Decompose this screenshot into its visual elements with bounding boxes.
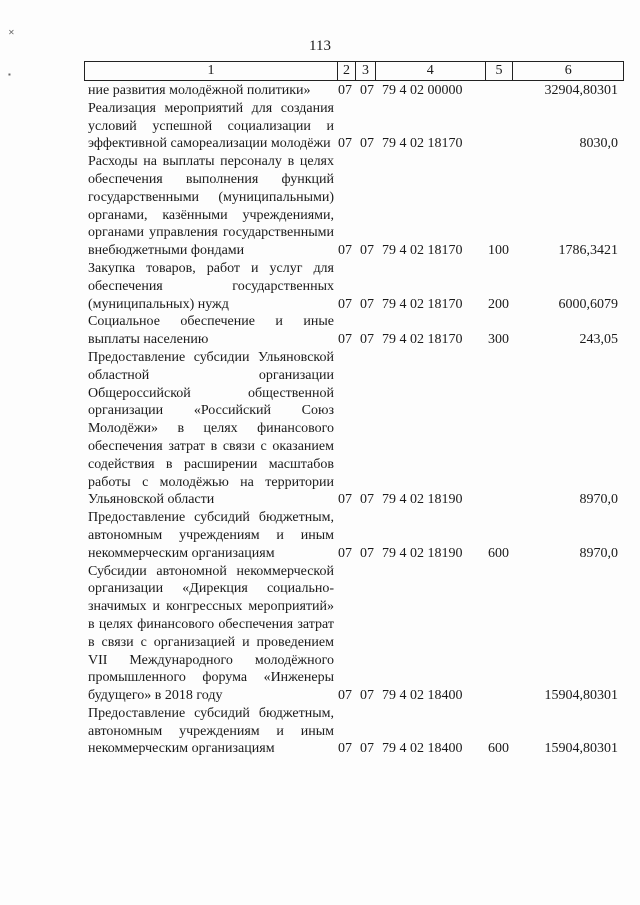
subsection-code: 07 bbox=[360, 545, 374, 561]
row-description: Субсидии автономной некоммерческой организации «Дирекция социально-значимых и конгрессных мероприятий» в целях финансового обеспечения затрат в связи с организацией и проведением VII Международного молодёжного промышленного форума «Инженеры будущего» в 2018 году bbox=[88, 563, 334, 704]
target-code: 79 4 02 18170 bbox=[382, 296, 463, 312]
column-header-1: 1 bbox=[85, 62, 338, 80]
expense-type-code: 600 bbox=[488, 741, 509, 757]
table-row bbox=[88, 313, 618, 349]
target-code: 79 4 02 18190 bbox=[382, 545, 463, 561]
row-description: Закупка товаров, работ и услуг для обеспечения государственных (муниципальных) нужд bbox=[88, 260, 334, 312]
table-row bbox=[88, 260, 618, 313]
row-amount: 15904,80301 bbox=[544, 688, 618, 704]
row-amount: 243,05 bbox=[579, 332, 618, 348]
column-header-6: 6 bbox=[564, 63, 572, 78]
row-amount: 6000,6079 bbox=[558, 296, 618, 312]
row-amount: 1786,3421 bbox=[558, 243, 618, 259]
target-code: 79 4 02 00000 bbox=[382, 83, 463, 98]
target-code: 79 4 02 18400 bbox=[382, 688, 463, 704]
section-code: 07 bbox=[338, 243, 352, 259]
table-row bbox=[88, 349, 618, 509]
page-number: 113 bbox=[309, 38, 331, 54]
row-amount: 8030,0 bbox=[579, 136, 618, 152]
subsection-code: 07 bbox=[360, 332, 374, 348]
section-code: 07 bbox=[338, 83, 352, 98]
section-code: 07 bbox=[338, 545, 352, 561]
row-amount: 8970,0 bbox=[579, 492, 618, 508]
subsection-code: 07 bbox=[360, 492, 374, 508]
table-header bbox=[84, 61, 624, 81]
table-row bbox=[88, 100, 618, 153]
column-header-5: 5 bbox=[486, 62, 514, 80]
table-row bbox=[88, 153, 618, 260]
column-header-4: 4 bbox=[376, 62, 486, 80]
subsection-code: 07 bbox=[360, 83, 374, 98]
section-code: 07 bbox=[338, 296, 352, 312]
row-description: Расходы на выплаты персоналу в целях обеспечения выполнения функций государственными (муниципальными) органами, казёнными учреждениями, органами управления государственными внебюджетными фондами bbox=[88, 154, 334, 259]
section-code: 07 bbox=[338, 492, 352, 508]
row-amount: 32904,80301 bbox=[544, 83, 618, 98]
section-code: 07 bbox=[338, 741, 352, 757]
column-header-3: 3 bbox=[356, 62, 376, 80]
target-code: 79 4 02 18400 bbox=[382, 741, 463, 757]
row-description: Предоставление субсидий бюджетным, автономным учреждениям и иным некоммерческим организациям bbox=[88, 510, 334, 561]
target-code: 79 4 02 18170 bbox=[382, 243, 463, 259]
expense-type-code bbox=[488, 135, 518, 153]
table-row bbox=[88, 705, 618, 758]
subsection-code: 07 bbox=[360, 688, 374, 704]
expense-type-code: 600 bbox=[488, 545, 509, 561]
expense-type-code: 300 bbox=[488, 332, 509, 348]
target-code: 79 4 02 18190 bbox=[382, 492, 463, 508]
table-row bbox=[88, 82, 618, 100]
row-description: Реализация мероприятий для создания условий успешной социализации и эффективной самореализации молодёжи bbox=[88, 100, 334, 152]
expense-type-code: 100 bbox=[488, 243, 509, 259]
subsection-code: 07 bbox=[360, 296, 374, 312]
table-row bbox=[88, 563, 618, 705]
section-code: 07 bbox=[338, 688, 352, 704]
expense-type-code bbox=[488, 687, 518, 705]
column-header-2: 2 bbox=[338, 62, 356, 80]
row-description: Социальное обеспечение и иные выплаты населению bbox=[88, 314, 334, 348]
row-description: ние развития молодёжной политики» bbox=[88, 83, 311, 98]
target-code: 79 4 02 18170 bbox=[382, 136, 463, 152]
target-code: 79 4 02 18170 bbox=[382, 332, 463, 348]
table-row bbox=[88, 509, 618, 562]
scan-mark: ▪ bbox=[8, 70, 11, 79]
row-description: Предоставление субсидии Ульяновской областной организации Общероссийской общественной организации «Российский Союз Молодёжи» в целях финансового обеспечения затрат в связи с оказанием содействия в расширении масштабов работы с молодёжью на территории Ульяновской области bbox=[88, 349, 334, 508]
subsection-code: 07 bbox=[360, 741, 374, 757]
section-code: 07 bbox=[338, 136, 352, 152]
row-description: Предоставление субсидий бюджетным, автономным учреждениям и иным некоммерческим организациям bbox=[88, 705, 334, 757]
row-amount: 8970,0 bbox=[579, 545, 618, 561]
section-code: 07 bbox=[338, 332, 352, 348]
expense-type-code bbox=[488, 491, 518, 509]
row-amount: 15904,80301 bbox=[544, 741, 618, 757]
table-body bbox=[88, 82, 618, 758]
subsection-code: 07 bbox=[360, 136, 374, 152]
subsection-code: 07 bbox=[360, 243, 374, 259]
expense-type-code: 200 bbox=[488, 296, 509, 312]
scan-mark: ✕ bbox=[8, 28, 15, 37]
expense-type-code bbox=[488, 82, 518, 100]
